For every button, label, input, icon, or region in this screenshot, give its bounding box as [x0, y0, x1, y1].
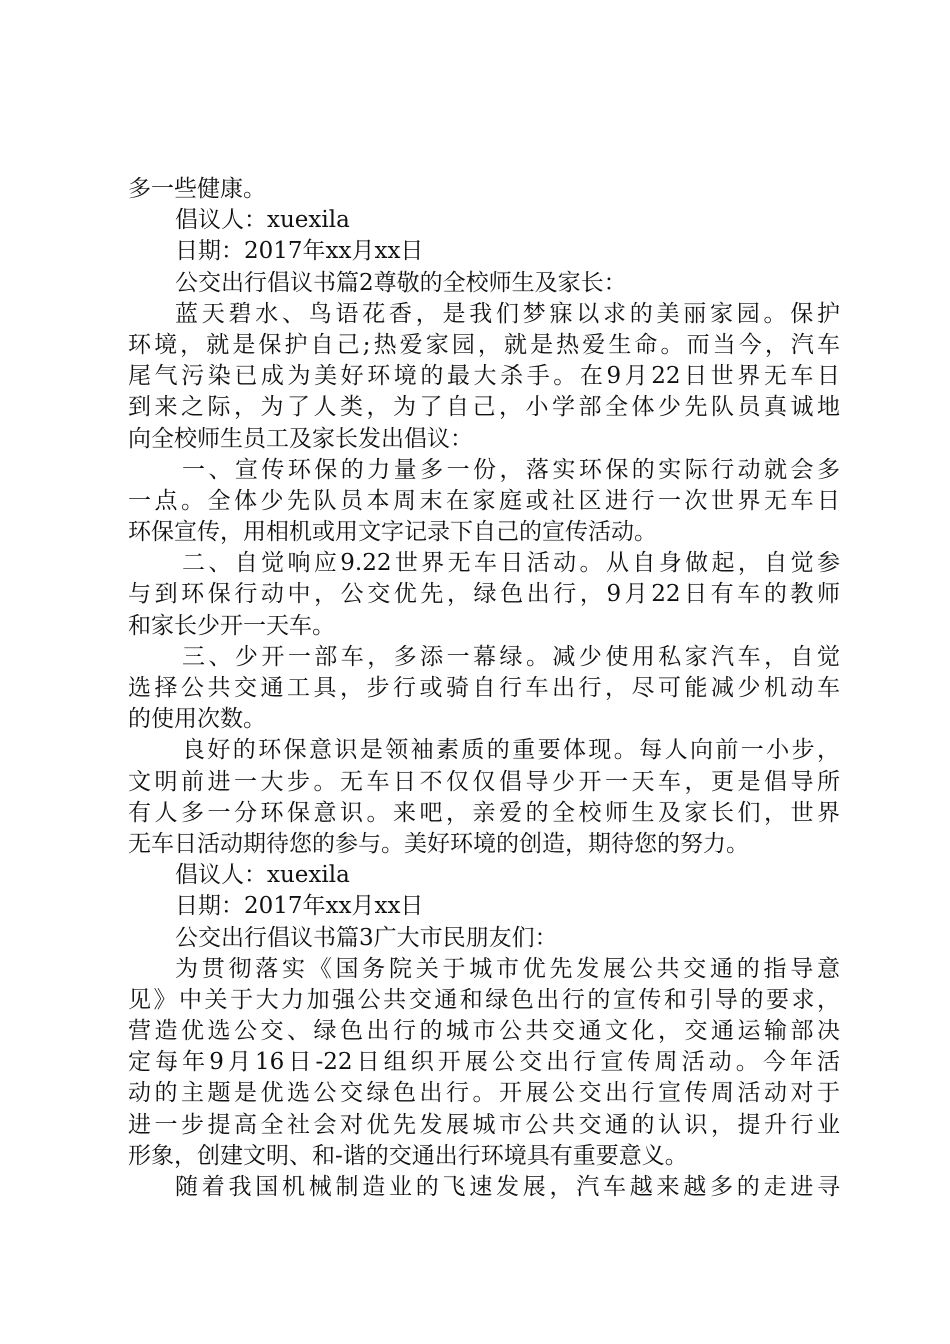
text-line: 多一些健康。	[128, 176, 266, 202]
text-line: 的使用次数。	[128, 706, 266, 733]
text-line: 和家长少开一天车。	[128, 612, 335, 639]
text-line: 尾气污染已成为美好环境的最大杀手。在9月22日世界无车日	[128, 363, 840, 390]
text-line: 与到环保行动中，公交优先，绿色出行，9月22日有车的教师	[128, 581, 840, 608]
text-line: 良好的环保意识是领袖素质的重要体现。每人向前一小步，	[182, 737, 840, 764]
text-line: 为贯彻落实《国务院关于城市优先发展公共交通的指导意	[175, 955, 840, 982]
text-line: 日期：2017年xx月xx日	[175, 893, 424, 920]
document-body	[128, 174, 840, 1203]
text-line: 日期：2017年xx月xx日	[175, 238, 424, 265]
text-line: 向全校师生员工及家长发出倡议：	[128, 425, 473, 452]
text-line: 定每年9月16日-22日组织开展公交出行宣传周活动。今年活	[128, 1049, 840, 1076]
text-line: 形象，创建文明、和-谐的交通出行环境具有重要意义。	[128, 1142, 688, 1169]
text-line: 一、宣传环保的力量多一份，落实环保的实际行动就会多	[182, 456, 840, 483]
text-line: 倡议人：xuexila	[175, 207, 350, 234]
text-line: 三、少开一部车，多添一幕绿。减少使用私家汽车，自觉	[182, 643, 840, 670]
text-line: 文明前进一大步。无车日不仅仅倡导少开一天车，更是倡导所	[128, 768, 840, 795]
text-line: 营造优选公交、绿色出行的城市公共交通文化，交通运输部决	[128, 1018, 840, 1045]
text-line: 二、自觉响应9.22世界无车日活动。从自身做起，自觉参	[182, 550, 840, 577]
text-line: 公交出行倡议书篇2尊敬的全校师生及家长：	[175, 269, 627, 296]
text-line: 蓝天碧水、鸟语花香，是我们梦寐以求的美丽家园。保护	[175, 300, 840, 327]
text-line: 进一步提高全社会对优先发展城市公共交通的认识，提升行业	[128, 1111, 840, 1138]
text-line: 有人多一分环保意识。来吧，亲爱的全校师生及家长们，世界	[128, 799, 840, 826]
text-line: 无车日活动期待您的参与。美好环境的创造，期待您的努力。	[128, 830, 749, 857]
text-line: 到来之际，为了人类，为了自己，小学部全体少先队员真诚地	[128, 394, 840, 421]
text-line: 选择公共交通工具，步行或骑自行车出行，尽可能减少机动车	[128, 675, 840, 701]
text-line: 见》中关于大力加强公共交通和绿色出行的宣传和引导的要求，	[128, 986, 840, 1013]
text-line: 倡议人：xuexila	[175, 862, 350, 889]
text-line: 环境，就是保护自己;热爱家园，就是热爱生命。而当今，汽车	[128, 331, 840, 358]
text-line: 动的主题是优选公交绿色出行。开展公交出行宣传周活动对于	[128, 1080, 840, 1107]
text-line: 公交出行倡议书篇3广大市民朋友们：	[175, 924, 558, 951]
text-line: 环保宣传，用相机或用文字记录下自己的宣传活动。	[128, 519, 657, 546]
text-line: 一点。全体少先队员本周末在家庭或社区进行一次世界无车日	[128, 487, 840, 514]
text-line: 随着我国机械制造业的飞速发展，汽车越来越多的走进寻	[175, 1174, 840, 1200]
